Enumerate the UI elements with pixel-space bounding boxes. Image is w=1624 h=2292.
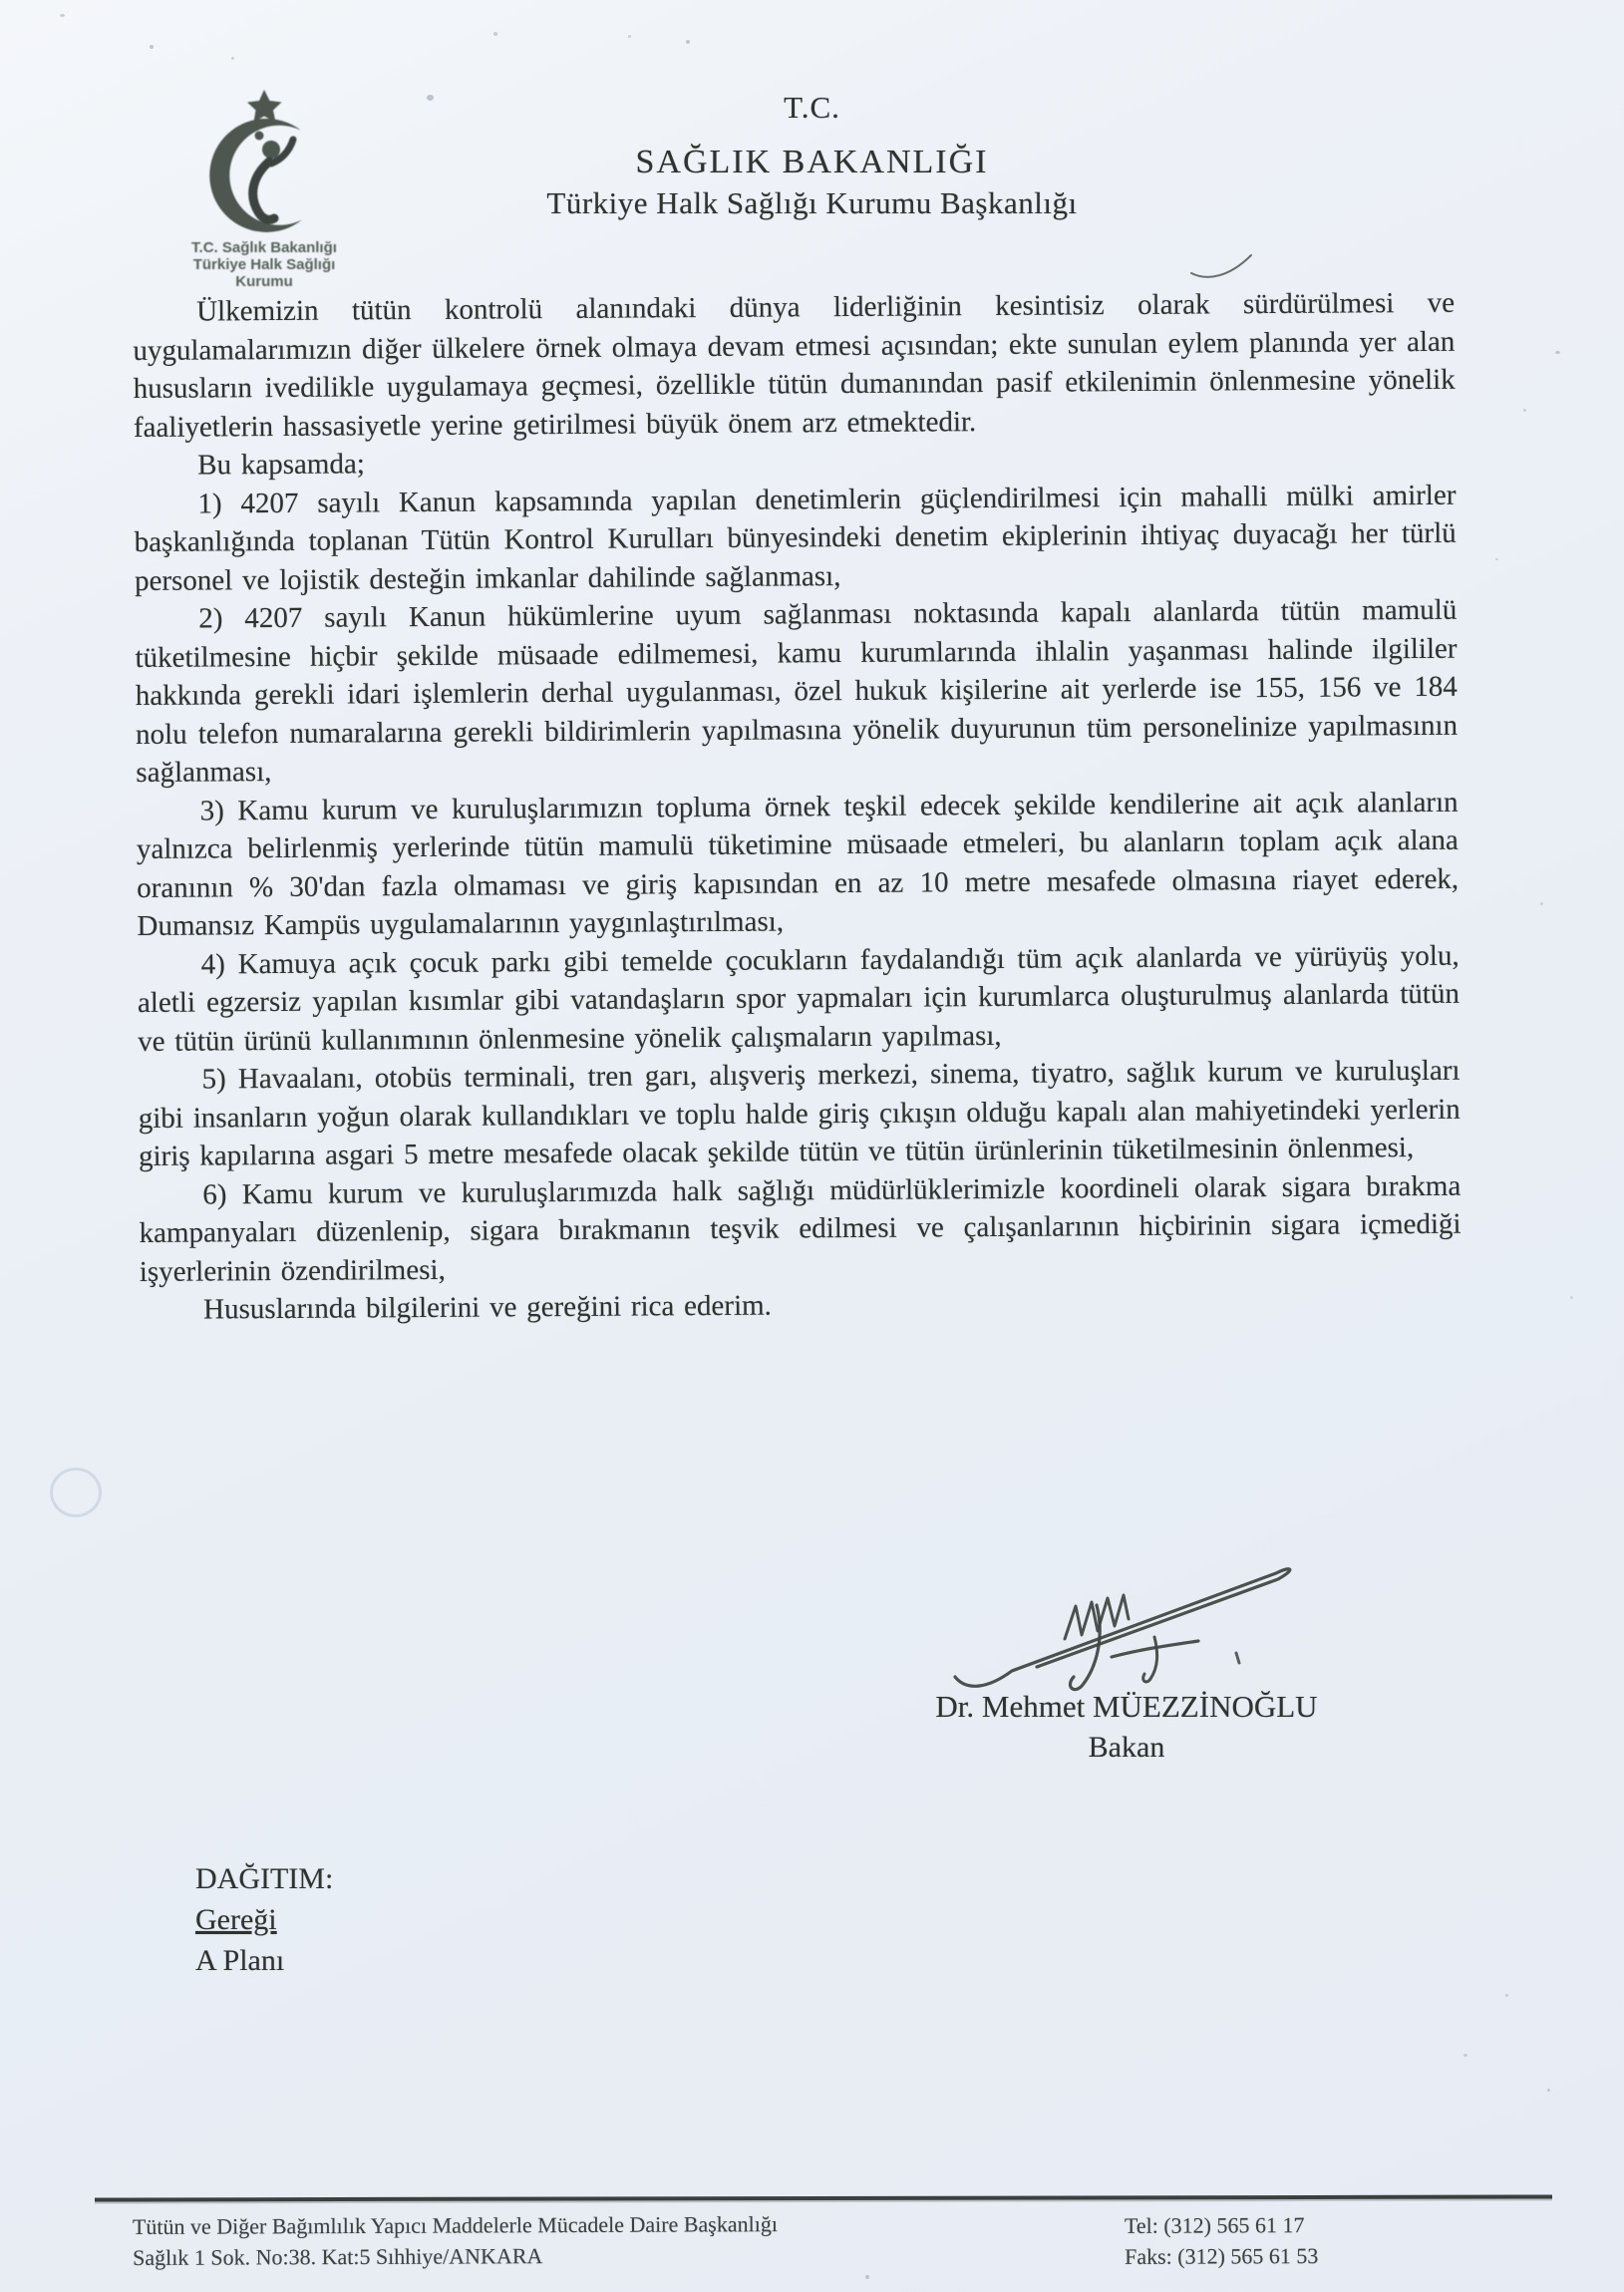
scan-speckle: [865, 2275, 869, 2279]
punch-hole-artifact: [50, 1468, 102, 1517]
footer-tel: Tel: (312) 565 61 17: [1124, 2212, 1305, 2238]
paragraph-scope: Bu kapsamda;: [197, 448, 365, 482]
distribution-heading: DAĞITIM:: [195, 1862, 334, 1895]
scan-speckle: [1540, 902, 1543, 905]
list-item-4: 4) Kamuya açık çocuk parkı gibi temelde çocukların faydalandığı tüm açık alanlarda ve yürüyüş yolu, aletli egzersiz yapılan kısımlar gibi vatandaşların spor yapmaları için kurumlarca oluşturulmuş alanlarda tütün ve tütün ürünü kullanımının önlenmesine yönelik çalışmaların yapılması,: [137, 939, 1461, 1058]
distribution-geregi: Gereği: [195, 1903, 277, 1936]
list-item-6: 6) Kamu kurum ve kuruluşlarımızda halk sağlığı müdürlüklerimizle koordineli olarak sigara bırakma kampanyaları düzenlenip, sigara bırakmanın teşvik edilmesi ve çalışanlarının hiçbirinin sigara içmediği işyerlerinin özendirilmesi,: [139, 1169, 1462, 1288]
signature-scribble-icon: [937, 1545, 1316, 1695]
scan-speckle: [1570, 1296, 1573, 1299]
distribution-section: [195, 1858, 333, 1981]
scan-speckle: [1495, 558, 1498, 560]
handwritten-tick-mark: [1189, 251, 1255, 285]
letterhead-tc: T.C.: [784, 90, 840, 125]
emblem-caption: [150, 239, 379, 290]
scan-speckle: [493, 32, 497, 36]
scan-speckle: [1505, 1994, 1508, 1997]
footer-fax: Faks: (312) 565 61 53: [1125, 2243, 1319, 2269]
signer-name: Dr. Mehmet MÜEZZİNOĞLU: [935, 1689, 1318, 1724]
footer-dept-line2: Sağlık 1 Sok. No:38. Kat:5 Sıhhiye/ANKARA: [133, 2243, 543, 2270]
list-item-2: 2) 4207 sayılı Kanun hükümlerine uyum sağlanması noktasında kapalı alanlarda tütün mamulü tüketilmesine hiçbir şekilde müsaade edilmemesi, kamu kurumlarında ihlalin yaşanması halinde ilgililer hakkında gerekli idari işlemlerin derhal uygulanması, özel hukuk kişilerine ait yerlerde ise 155, 156 ve 184 nolu telefon numaralarına gerekli bildirimlerin yapılmasına yönelik duyurunun tüm personelinize yapılmasının sağlanması,: [135, 593, 1459, 789]
scan-speckle: [427, 95, 434, 101]
closing-line: Hususlarında bilgilerini ve gereğini rica ederim.: [203, 1289, 772, 1326]
scan-speckle: [1463, 2054, 1467, 2057]
scan-speckle: [1547, 2089, 1550, 2092]
letterhead-institution: Türkiye Halk Sağlığı Kurumu Başkanlığı: [546, 185, 1078, 220]
footer-address: [133, 2207, 1030, 2273]
emblem-caption-line1: T.C. Sağlık Bakanlığı: [191, 239, 337, 256]
footer-divider: [95, 2194, 1552, 2201]
paragraph-intro: Ülkemizin tütün kontrolü alanındaki dünya liderliğinin kesintisiz olarak sürdürülmesi ve uygulamalarımızın diğer ülkelere örnek olmaya devam etmesi açısından; ekte sunulan eylem planında yer alan hususların ivedilikle uygulamaya geçmesi, özellikle tütün dumanından pasif etkilenimin önlenmesine yönelik faaliyetlerin hassasiyetle yerine getirilmesi büyük önem arz etmektedir.: [133, 286, 1456, 444]
letterhead: [0, 90, 1624, 221]
emblem-caption-line2: Türkiye Halk Sağlığı: [192, 256, 336, 273]
scan-speckle: [686, 40, 690, 44]
letter-body: [133, 284, 1462, 1330]
list-item-5: 5) Havaalanı, otobüs terminali, tren garı, alışveriş merkezi, sinema, tiyatro, sağlık kurum ve kuruluşları gibi insanların yoğun olarak kullandıkları ve toplu halde giriş çıkışın olduğu kapalı alan mahiyetindeki yerlerin giriş kapılarına asgari 5 metre mesafede olacak şekilde tütün ve tütün ürünlerinin tüketilmesinin önlenmesi,: [138, 1054, 1461, 1172]
scan-speckle: [1523, 409, 1526, 412]
list-item-3: 3) Kamu kurum ve kuruluşlarımızın topluma örnek teşkil edecek şekilde kendilerine ait açık alanların yalnızca belirlenmiş yerlerinde tütün mamulü tüketimine müsaade etmeleri, bu alanların toplam açık alana oranının % 30'dan fazla olmaması ve giriş kapısından en az 10 metre mesafede olmasına riayet ederek, Dumansız Kampüs uygulamalarının yaygınlaştırılması,: [136, 786, 1460, 942]
list-item-1: 1) 4207 sayılı Kanun kapsamında yapılan denetimlerin güçlendirilmesi için mahalli mülki amirler başkanlığında toplanan Tütün Kontrol Kurulları bünyesindeki denetim ekiplerinin ihtiyaç duyacağı her türlü personel ve lojistik desteğin imkanlar dahilinde sağlanması,: [134, 479, 1457, 597]
footer-dept-line1: Tütün ve Diğer Bağımlılık Yapıcı Maddelerle Mücadele Daire Başkanlığı: [132, 2211, 779, 2239]
scan-speckle: [628, 35, 631, 38]
emblem-caption-line3: Kurumu: [235, 273, 293, 290]
signer-title: Bakan: [1088, 1731, 1165, 1764]
footer-contact: [1125, 2208, 1543, 2272]
letterhead-ministry: SAĞLIK BAKANLIĞI: [635, 144, 989, 180]
scan-speckle: [150, 45, 154, 49]
scan-speckle: [1555, 351, 1560, 354]
scan-speckle: [231, 57, 234, 60]
distribution-a-plani: A Planı: [195, 1944, 285, 1977]
scan-speckle: [60, 14, 65, 17]
signature-block: [877, 1545, 1376, 1765]
